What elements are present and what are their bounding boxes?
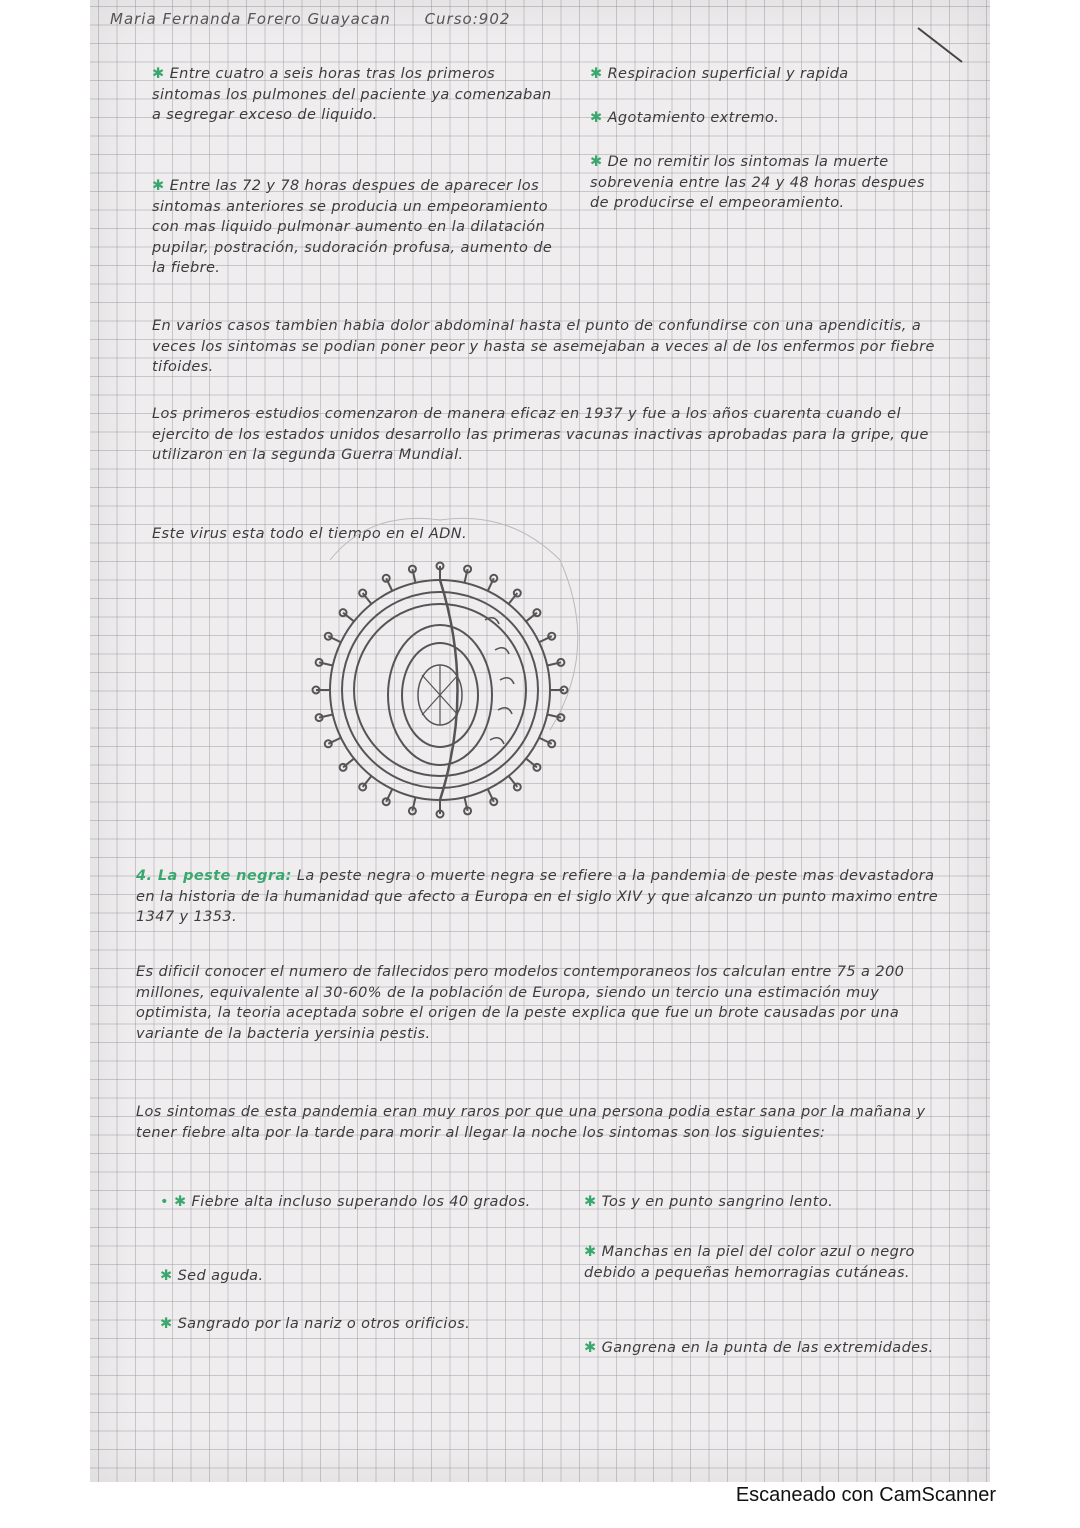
item-top-right-3: ✱ De no remitir los sintomas la muerte sobrevenia entre las 24 y 48 horas despues de producirse el empeoramiento.: [590, 154, 925, 211]
virus-spike-tip: [548, 740, 555, 747]
virus-spike: [509, 776, 518, 787]
virus-spike-tip: [548, 633, 555, 640]
virus-spike: [343, 613, 354, 622]
item-bottom-right-2: ✱ Manchas en la piel del color azul o negro debido a pequeñas hemorragias cutáneas.: [584, 1244, 915, 1281]
item-bottom-right-3: ✱ Gangrena en la punta de las extremidades.: [584, 1340, 934, 1356]
para-top-left-1: ✱ Entre cuatro a seis horas tras los primeros sintomas los pulmones del paciente ya comenzaban a segregar exceso de liquido.: [152, 66, 552, 123]
item-top-right-1: ✱ Respiracion superficial y rapida: [590, 66, 849, 82]
para-fallecidos: Es dificil conocer el numero de fallecidos pero modelos contemporaneos los calculan entre 75 a 200 millones, equivalente al 30-60% de la población de Europa, siendo un tercio una estimación muy optimista, la teoria aceptada sobre el origen de la peste explica que fue un brote causadas por una variante de la bacteria yersinia pestis.: [136, 964, 905, 1042]
virus-spike: [526, 759, 537, 768]
page-header: [110, 10, 810, 40]
item-top-right-2: ✱ Agotamiento extremo.: [590, 110, 780, 126]
virus-spike-tip: [340, 609, 347, 616]
virus-spike: [509, 593, 518, 604]
virus-spike: [526, 613, 537, 622]
item-bottom-right-1: ✱ Tos y en punto sangrino lento.: [584, 1194, 834, 1210]
virus-spike-tip: [325, 740, 332, 747]
corner-slash-mark: [910, 20, 970, 70]
para-apendicitis: En varios casos tambien habia dolor abdominal hasta el punto de confundirse con una apendicitis, a veces los sintomas se podian poner peor y hasta se asemejaban a veces al de los enfermos por fiebre tifoides.: [152, 318, 935, 375]
virus-spike-tip: [490, 575, 497, 582]
virus-spike-tip: [340, 764, 347, 771]
item-bottom-left-3: ✱ Sangrado por la nariz o otros orificios.: [160, 1316, 471, 1332]
virus-spike-tip: [325, 633, 332, 640]
virus-spike: [363, 776, 372, 787]
virus-drawing: [310, 500, 600, 830]
item-bottom-left-1: • ✱ Fiebre alta incluso superando los 40 grados.: [160, 1194, 531, 1210]
para-top-left-2: ✱ Entre las 72 y 78 horas despues de aparecer los sintomas anteriores se producia un empeoramiento con mas liquido pulmonar aumento en la dilatación pupilar, postración, sudoración profusa, aumento de la fiebre.: [152, 178, 553, 276]
para-sintomas: Los sintomas de esta pandemia eran muy raros por que una persona podia estar sana por la mañana y tener fiebre alta por la tarde para morir al llegar la noche los sintomas son los siguientes:: [136, 1104, 926, 1141]
section-4-heading: 4. La peste negra:: [136, 868, 292, 884]
scanner-watermark: Escaneado con CamScanner: [735, 1484, 996, 1506]
virus-spike: [363, 593, 372, 604]
para-estudios: Los primeros estudios comenzaron de manera eficaz en 1937 y fue a los años cuarenta cuando el ejercito de los estados unidos desarrollo las primeras vacunas inactivas aprobadas para la gripe, que utilizaron en la segunda Guerra Mundial.: [152, 406, 929, 463]
section-4-paragraph: 4. La peste negra: La peste negra o muerte negra se refiere a la pandemia de peste mas devastadora en la historia de la humanidad que afecto a Europa en el siglo XIV y que alcanzo un punto maximo entre 1347 y 1353.: [136, 868, 939, 925]
virus-spike-tip: [514, 783, 521, 790]
virus-spike-tip: [383, 575, 390, 582]
course-label: Curso:902: [424, 10, 511, 28]
para-virus: Este virus esta todo el tiempo en el ADN.: [152, 526, 467, 542]
item-bottom-left-2: ✱ Sed aguda.: [160, 1268, 264, 1284]
virus-spike: [343, 759, 354, 768]
student-name: Maria Fernanda Forero Guayacan: [110, 10, 391, 28]
virus-spike-tip: [359, 783, 366, 790]
